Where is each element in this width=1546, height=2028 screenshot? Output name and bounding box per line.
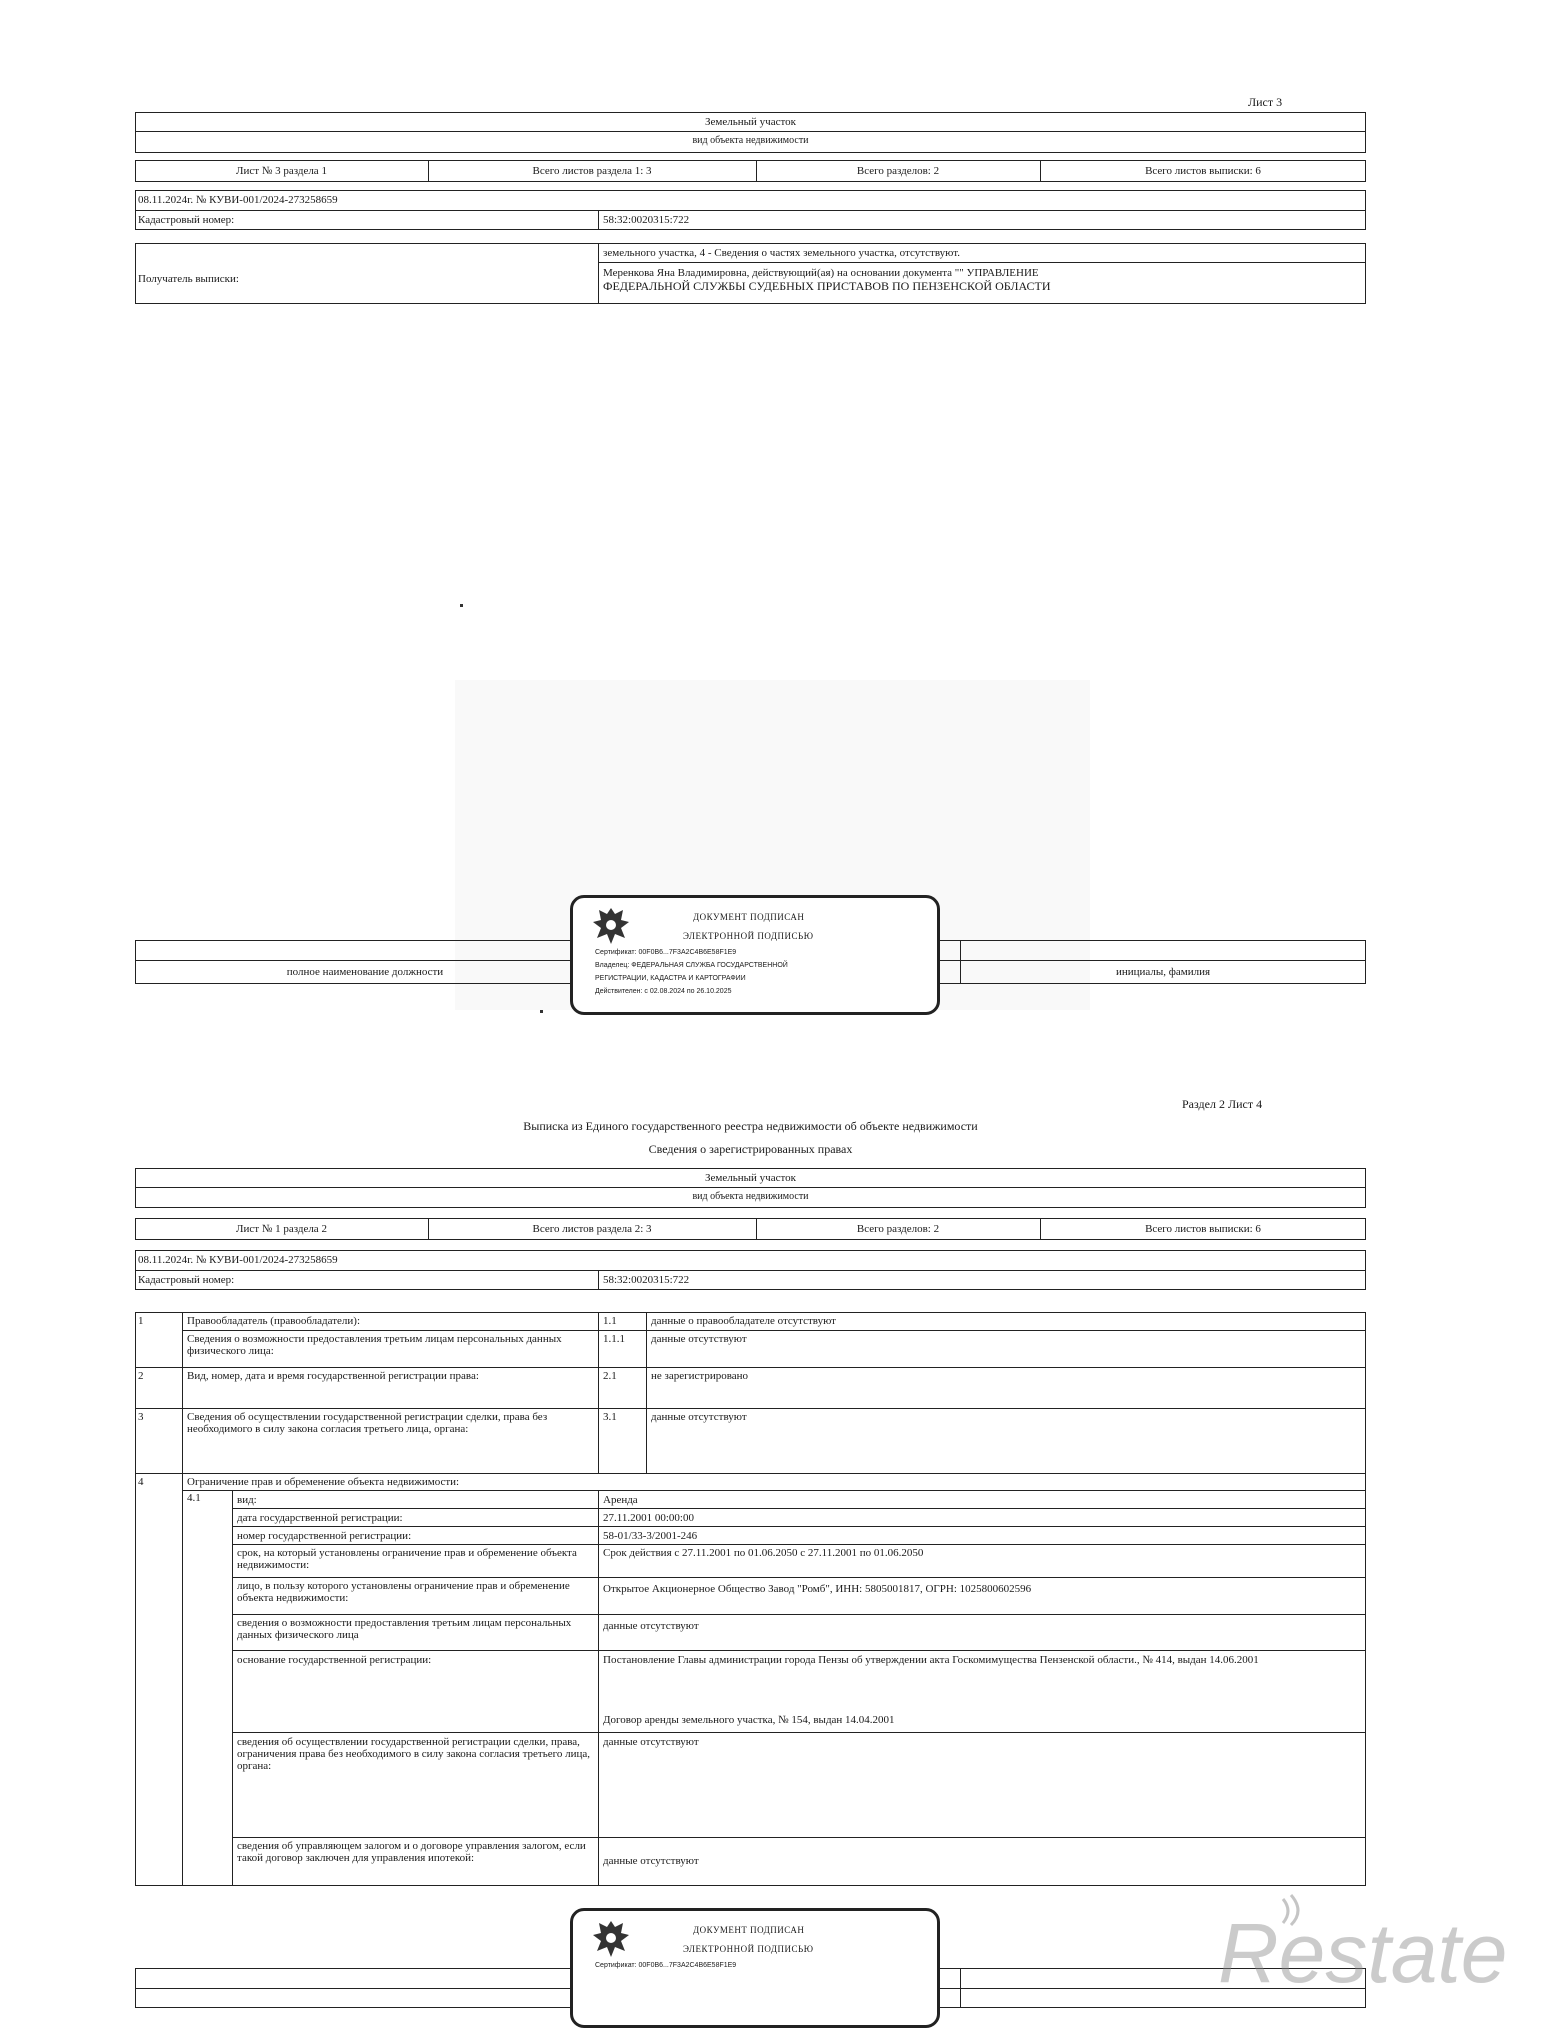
cadastral-label: Кадастровый номер: <box>138 214 235 226</box>
header2-sections-total: Всего разделов: 2 <box>856 1223 940 1235</box>
restate-watermark: Restate <box>1218 1906 1508 2000</box>
sub-transaction-label: сведения об осуществлении государственной регистрации сделки, права, ограничения права без необходимого в силу закона согласия третьего лица, органа: <box>237 1736 591 1772</box>
cadastral-label-2: Кадастровый номер: <box>138 1274 235 1286</box>
parts-note: земельного участка, 4 - Сведения о частях земельного участка, отсутствуют. <box>603 247 960 259</box>
sheet-label: Лист 3 <box>1248 95 1283 109</box>
sub-beneficiary-label: лицо, в пользу которого установлены ограничение прав и обременение объекта недвижимости: <box>237 1580 570 1604</box>
recipient-label: Получатель выписки: <box>138 273 239 285</box>
sheet4-label: Раздел 2 Лист 4 <box>1182 1097 1263 1111</box>
row2-num: 2 <box>138 1370 144 1382</box>
row2-value: не зарегистрировано <box>651 1370 749 1382</box>
sub-thirdparty-value: данные отсутствуют <box>603 1620 699 1632</box>
sub-basis-value: Постановление Главы администрации города Пензы об утверждении акта Госкомимущества Пензенской области., № 414, выдан 14.06.2001 <box>603 1654 1259 1666</box>
row2-label: Вид, номер, дата и время государственной регистрации права: <box>187 1370 479 1382</box>
e-signature-stamp-2 <box>570 1908 940 2028</box>
sub-number-label: номер государственной регистрации: <box>237 1530 412 1542</box>
row1-value: данные о правообладателе отсутствуют <box>651 1315 836 1327</box>
row2-code: 2.1 <box>603 1370 617 1382</box>
signature-position-caption: полное наименование должности <box>286 966 444 978</box>
recipient-value-line1: Меренкова Яна Владимировна, действующий(ая) на основании документа "" УПРАВЛЕНИЕ <box>603 267 1039 279</box>
header2-section-sheets: Всего листов раздела 2: 3 <box>532 1223 652 1235</box>
extract-subtitle: Сведения о зарегистрированных правах <box>648 1142 853 1156</box>
signal-waves-icon <box>1275 1893 1315 1933</box>
stamp-title-1: ДОКУМЕНТ ПОДПИСАН <box>693 912 805 922</box>
header-sheet-number: Лист № 3 раздела 1 <box>236 165 327 177</box>
row11-label: Сведения о возможности предоставления третьим лицам персональных данных физического лица: <box>187 1333 562 1357</box>
header-extract-sheets: Всего листов выписки: 6 <box>1145 165 1261 177</box>
header2-extract-sheets: Всего листов выписки: 6 <box>1145 1223 1261 1235</box>
stamp-title-2: ЭЛЕКТРОННОЙ ПОДПИСЬЮ <box>683 931 814 941</box>
object-type-caption: вид объекта недвижимости <box>692 135 809 146</box>
sub-basis-label: основание государственной регистрации: <box>237 1654 432 1666</box>
sub-transaction-value: данные отсутствуют <box>603 1736 699 1748</box>
emblem-icon <box>591 904 631 948</box>
sub-code: 4.1 <box>187 1492 201 1504</box>
stamp-certificate: Сертификат: 00F0B6...7F3A2C4B6E58F1E9 <box>595 949 737 956</box>
sub-date-value: 27.11.2001 00:00:00 <box>603 1512 694 1524</box>
cadastral-value-2: 58:32:0020315:722 <box>603 1274 690 1286</box>
row4-num: 4 <box>138 1476 144 1488</box>
object-type: Земельный участок <box>705 116 796 128</box>
stamp-owner: Владелец: ФЕДЕРАЛЬНАЯ СЛУЖБА ГОСУДАРСТВЕННОЙ <box>595 962 788 969</box>
sub-pledge-label: сведения об управляющем залогом и о договоре управления залогом, если такой договор заключен для управления ипотекой: <box>237 1840 586 1864</box>
signature-name-caption: инициалы, фамилия <box>1115 966 1211 978</box>
e-signature-stamp <box>570 895 940 1015</box>
sub-number-value: 58-01/33-3/2001-246 <box>603 1530 698 1542</box>
sub-beneficiary-value: Открытое Акционерное Общество Завод "Ромб", ИНН: 5805001817, ОГРН: 1025800602596 <box>603 1583 1032 1595</box>
row3-value: данные отсутствуют <box>651 1411 747 1423</box>
stamp2-title-2: ЭЛЕКТРОННОЙ ПОДПИСЬЮ <box>683 1944 814 1954</box>
extract-number: 08.11.2024г. № КУВИ-001/2024-273258659 <box>138 194 338 206</box>
row1-num: 1 <box>138 1315 144 1327</box>
sub-thirdparty-label: сведения о возможности предоставления третьим лицам персональных данных физического лица <box>237 1617 572 1641</box>
header2-sheet-number: Лист № 1 раздела 2 <box>236 1223 327 1235</box>
row11-code: 1.1.1 <box>603 1333 625 1345</box>
row1-code: 1.1 <box>603 1315 617 1327</box>
recipient-value-line2: ФЕДЕРАЛЬНОЙ СЛУЖБЫ СУДЕБНЫХ ПРИСТАВОВ ПО ПЕНЗЕНСКОЙ ОБЛАСТИ <box>603 280 1051 292</box>
sub-kind-value: Аренда <box>603 1494 638 1506</box>
row3-num: 3 <box>138 1411 144 1423</box>
sub-pledge-value: данные отсутствуют <box>603 1855 699 1867</box>
cadastral-value: 58:32:0020315:722 <box>603 214 690 226</box>
sub-date-label: дата государственной регистрации: <box>237 1512 403 1524</box>
header-sections-total: Всего разделов: 2 <box>856 165 940 177</box>
sub-basis-value2: Договор аренды земельного участка, № 154, выдан 14.04.2001 <box>603 1714 895 1726</box>
header-section-sheets: Всего листов раздела 1: 3 <box>532 165 652 177</box>
stamp-validity: Действителен: с 02.08.2024 по 26.10.2025 <box>595 988 732 995</box>
stamp2-certificate: Сертификат: 00F0B6...7F3A2C4B6E58F1E9 <box>595 1962 737 1969</box>
row11-value: данные отсутствуют <box>651 1333 747 1345</box>
extract-title: Выписка из Единого государственного реестра недвижимости об объекте недвижимости <box>523 1119 978 1133</box>
stamp-owner-cont: РЕГИСТРАЦИИ, КАДАСТРА И КАРТОГРАФИИ <box>595 975 746 982</box>
stamp2-title-1: ДОКУМЕНТ ПОДПИСАН <box>693 1925 805 1935</box>
object-type-2: Земельный участок <box>705 1172 796 1184</box>
row4-label: Ограничение прав и обременение объекта недвижимости: <box>187 1476 460 1488</box>
emblem-icon-2 <box>591 1917 631 1961</box>
row3-code: 3.1 <box>603 1411 617 1423</box>
sub-kind-label: вид: <box>237 1494 257 1506</box>
sub-term-label: срок, на который установлены ограничение прав и обременение объекта недвижимости: <box>237 1547 577 1571</box>
object-type-caption-2: вид объекта недвижимости <box>692 1191 809 1202</box>
sub-term-value: Срок действия с 27.11.2001 по 01.06.2050 с 27.11.2001 по 01.06.2050 <box>603 1547 924 1559</box>
row1-label: Правообладатель (правообладатели): <box>187 1315 361 1327</box>
row3-label: Сведения об осуществлении государственной регистрации сделки, права без необходимого в силу закона согласия третьего лица, органа: <box>187 1411 548 1435</box>
extract-number-2: 08.11.2024г. № КУВИ-001/2024-273258659 <box>138 1254 338 1266</box>
